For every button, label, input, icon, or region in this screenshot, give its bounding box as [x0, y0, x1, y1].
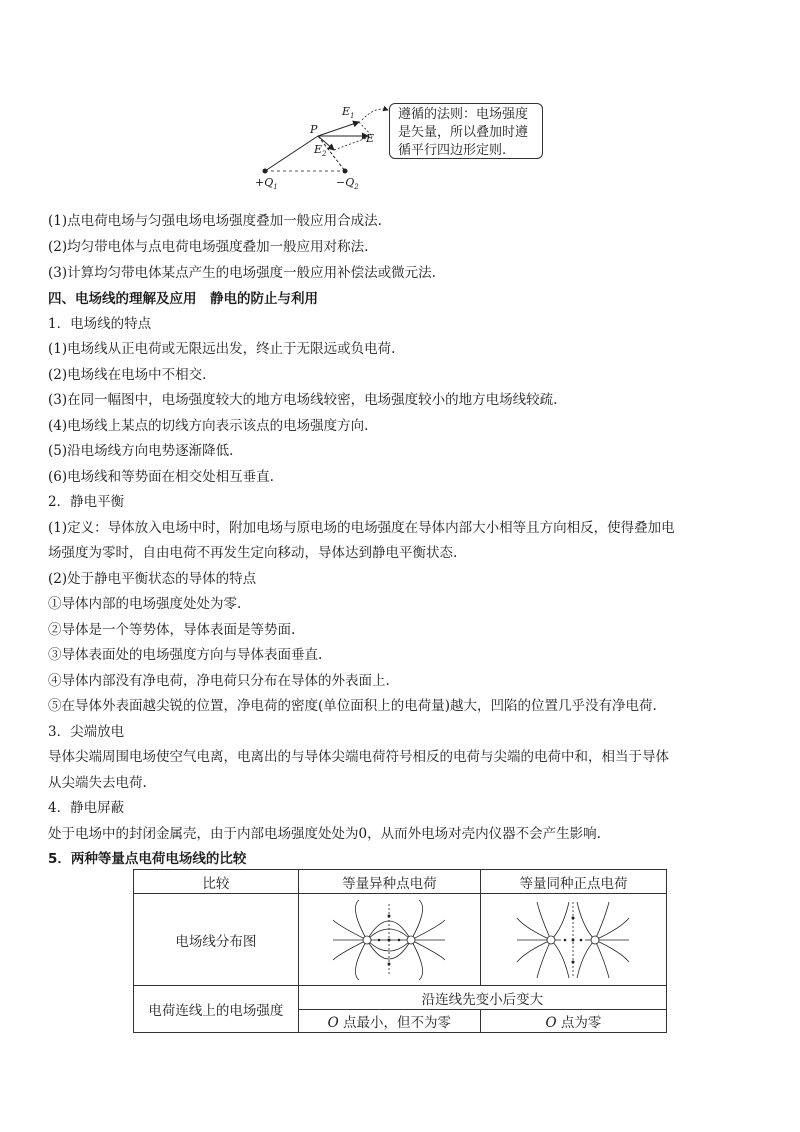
- label-e2: $E_2$: [314, 143, 327, 159]
- method-line-1: (1)点电荷电场与匀强电场电场强度叠加一般应用合成法.: [48, 213, 382, 229]
- header-opposite-charges: 等量异种点电荷: [298, 870, 480, 894]
- row-label-field-strength: 电荷连线上的电场强度: [134, 986, 299, 1033]
- equilibrium-features-title: (2)处于静电平衡状态的导体的特点: [48, 571, 257, 587]
- field-line-feature-6: (6)电场线和等势面在相交处相互垂直.: [48, 469, 274, 485]
- field-line-feature-1: (1)电场线从正电荷或无限远出发，终止于无限远或负电荷.: [48, 341, 396, 357]
- equilibrium-feature-5: ⑤在导体外表面越尖锐的位置，净电荷的密度(单位面积上的电荷量)越大，凹陷的位置几乎没有净电荷.: [48, 698, 657, 714]
- field-line-feature-3: (3)在同一幅图中，电场强度较大的地方电场线较密，电场强度较小的地方电场线较疏.: [48, 392, 558, 408]
- row-label-distribution: 电场线分布图: [134, 894, 299, 986]
- header-compare: 比较: [134, 870, 299, 894]
- equilibrium-feature-4: ④导体内部没有净电荷，净电荷只分布在导体的外表面上.: [48, 673, 390, 689]
- equilibrium-feature-1: ①导体内部的电场强度处处为零.: [48, 596, 242, 612]
- field-line-feature-4: (4)电场线上某点的切线方向表示该点的电场强度方向.: [48, 418, 369, 434]
- label-q2: $-Q_2$: [336, 176, 359, 192]
- charge-q2: [343, 169, 348, 174]
- line-q1-p: [265, 136, 318, 171]
- label-q1: $+Q_1$: [255, 176, 278, 192]
- table-row-distribution: [134, 894, 667, 986]
- label-e: E: [366, 132, 375, 145]
- merged-cell-trend: 沿连线先变小后变大: [298, 986, 666, 1010]
- field-line-feature-2: (2)电场线在电场中不相交.: [48, 367, 207, 383]
- o-symbol: O: [545, 1015, 557, 1031]
- shielding-line: 处于电场中的封闭金属壳，由于内部电场强度处处为0，从而外电场对壳内仪器不会产生影响.: [48, 826, 601, 842]
- opposite-o-point-cell: [298, 1010, 480, 1033]
- subsection-1-title: 1．电场线的特点: [48, 316, 152, 332]
- section-4-title: 四、电场线的理解及应用 静电的防止与利用: [48, 291, 318, 307]
- subsection-2-title: 2．静电平衡: [48, 494, 125, 510]
- table-header-row: [134, 870, 667, 894]
- opposite-charges-diagram-cell: [298, 894, 480, 986]
- table-row-field-strength: [134, 986, 667, 1010]
- superposition-rule-callout: 遵循的法则：电场强度是矢量，所以叠加时遵循平行四边形定则.: [389, 103, 543, 159]
- like-o-point-text: 点为零: [560, 1015, 602, 1031]
- equilibrium-feature-3: ③导体表面处的电场强度方向与导体表面垂直.: [48, 647, 323, 663]
- field-line-feature-5: (5)沿电场线方向电势逐渐降低.: [48, 443, 234, 459]
- charge-q1: [263, 169, 268, 174]
- subsection-4-title: 4．静电屏蔽: [48, 800, 125, 816]
- label-e1: $E_1$: [342, 105, 355, 121]
- like-o-point-cell: [480, 1010, 666, 1033]
- callout-pointer: [362, 109, 388, 120]
- opposite-charges-field-diagram: [329, 898, 449, 982]
- header-like-positive-charges: 等量同种正点电荷: [480, 870, 666, 894]
- like-charges-field-diagram: [513, 898, 633, 982]
- subsection-5-title: 5．两种等量点电荷电场线的比较: [48, 851, 247, 867]
- vector-e1: [318, 122, 359, 136]
- method-line-2: (2)均匀带电体与点电荷电场强度叠加一般应用对称法.: [48, 239, 369, 255]
- like-charges-diagram-cell: [480, 894, 666, 986]
- point-discharge-line-1: 导体尖端周围电场使空气电离，电离出的与导体尖端电荷符号相反的电荷与尖端的电荷中和，相当于导体: [48, 749, 669, 765]
- definition-line-1: (1)定义：导体放入电场中时，附加电场与原电场的电场强度在导体内部大小相等且方向相反，使得叠加电: [48, 520, 675, 536]
- method-line-3: (3)计算均匀带电体某点产生的电场强度一般应用补偿法或微元法.: [48, 265, 436, 281]
- label-p: P: [310, 123, 318, 136]
- equilibrium-feature-2: ②导体是一个等势体，导体表面是等势面.: [48, 622, 296, 638]
- comparison-table: [133, 869, 667, 1033]
- subsection-3-title: 3．尖端放电: [48, 724, 125, 740]
- o-symbol: O: [327, 1015, 339, 1031]
- opposite-o-point-text: 点最小，但不为零: [343, 1015, 452, 1031]
- point-discharge-line-2: 从尖端失去电荷.: [48, 775, 147, 791]
- definition-line-2: 场强度为零时，自由电荷不再发生定向移动，导体达到静电平衡状态.: [48, 545, 458, 561]
